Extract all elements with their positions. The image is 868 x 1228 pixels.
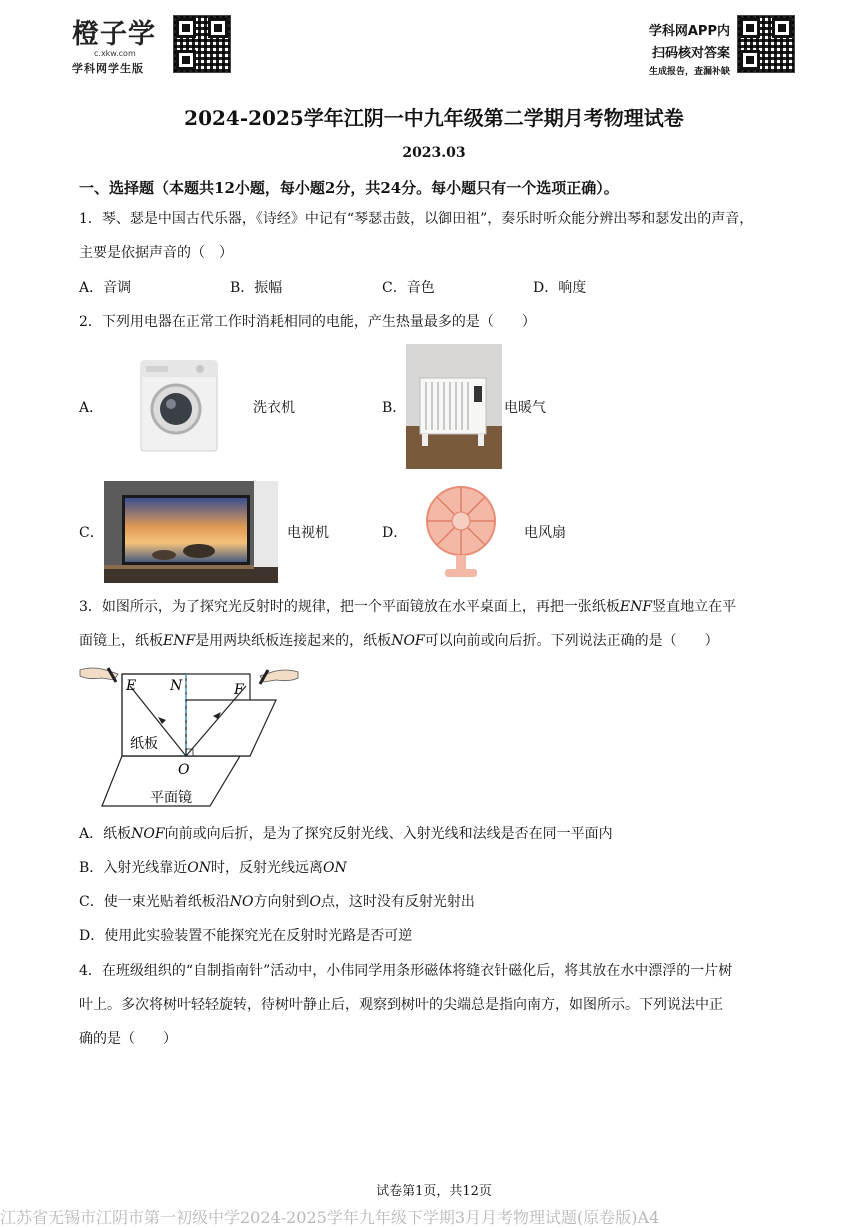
- q4-line3: 确的是（ ）: [79, 1031, 177, 1047]
- q3-option-a-var: NOF: [131, 826, 165, 842]
- label-board: 纸板: [130, 736, 158, 752]
- q2-option-d-label: 电风扇: [524, 525, 566, 541]
- q2-option-c-letter: C．: [79, 525, 104, 541]
- question-3-line1: [79, 597, 736, 617]
- label-n: N: [170, 678, 183, 694]
- source-watermark: 江苏省无锡市江阴市第一初级中学2024-2025学年九年级下学期3月月考物理试题(原卷版)A4: [0, 1208, 660, 1227]
- reflection-diagram: [78, 664, 300, 810]
- label-o: O: [178, 762, 190, 778]
- q3-option-b-text1: B．入射光线靠近: [79, 860, 188, 876]
- q3-line1-var: ENF: [619, 599, 653, 615]
- question-3-line2: [79, 631, 719, 651]
- label-e: E: [126, 678, 137, 694]
- q3-line1-end: 竖直地立在平: [652, 599, 737, 615]
- q3-option-c-text1: C．使一束光贴着纸板沿: [79, 894, 230, 910]
- q3-option-b: [79, 858, 347, 878]
- q3-option-a: [79, 824, 613, 844]
- logo-subtitle: 学科网学生版: [72, 62, 144, 75]
- q3-option-a-text2: 向前或向后折，是为了探究反射光线、入射光线和法线是否在同一平面内: [164, 826, 613, 842]
- q3-option-c-var1: NO: [229, 894, 254, 910]
- section-heading: 一、选择题（本题共12小题，每小题2分，共24分。每小题只有一个选项正确）。: [79, 179, 619, 197]
- app-note-line2: 扫码核对答案: [651, 46, 730, 61]
- app-note-line3: 生成报告，查漏补缺: [648, 67, 730, 77]
- q3-option-b-var2: ON: [323, 860, 347, 876]
- q3-option-b-text2: 时，反射光线远离: [211, 860, 324, 876]
- page-title: 2024-2025学年江阴一中九年级第二学期月考物理试卷: [184, 106, 684, 130]
- page-footer: 试卷第1页，共12页: [376, 1184, 492, 1199]
- q3-option-c-var2: O: [309, 894, 321, 910]
- q3-option-a-text1: A．纸板: [79, 826, 132, 842]
- logo: [72, 12, 172, 76]
- q3-line2a: 面镜上，纸板: [79, 633, 163, 649]
- q3-line2-var1: ENF: [163, 633, 196, 649]
- q2-option-d-letter: D．: [382, 525, 408, 541]
- q3-line2b: 是用两块纸板连接起来的，纸板: [195, 633, 392, 649]
- app-note: [600, 20, 730, 77]
- label-f: F: [234, 682, 244, 698]
- q2-option-a-label: 洗衣机: [253, 400, 295, 416]
- electric-heater-icon: [406, 344, 502, 469]
- q4-line2: 叶上。多次将树叶轻轻旋转，待树叶静止后，观察到树叶的尖端总是指向南方，如图所示。下列说法中正: [79, 997, 723, 1013]
- washing-machine-icon: [138, 357, 220, 455]
- q3-line2-var2: NOF: [391, 633, 425, 649]
- q1-option-b: B．振幅: [230, 280, 283, 296]
- q3-option-c: [79, 892, 475, 912]
- qr-code-left-icon: [173, 15, 231, 73]
- q1-option-d: D．响度: [533, 280, 587, 296]
- question-4-stem: [79, 961, 799, 1049]
- q1-option-c: C．音色: [382, 280, 435, 296]
- logo-url: c.xkw.com: [94, 49, 136, 58]
- television-icon: [104, 481, 278, 583]
- exam-date: 2023.03: [402, 145, 466, 161]
- q2-option-b-label: 电暖气: [504, 400, 546, 416]
- q3-option-b-var1: ON: [187, 860, 212, 876]
- q3-option-d: D．使用此实验装置不能探究光在反射时光路是否可逆: [79, 928, 413, 944]
- app-note-line1: 学科网APP内: [648, 24, 730, 39]
- q3-line2c: 可以向前或向后折。下列说法正确的是（ ）: [424, 633, 719, 649]
- q1-option-a: A．音调: [79, 280, 132, 296]
- q3-option-c-text2: 方向射到: [253, 894, 310, 910]
- question-2-stem: 2．下列用电器在正常工作时消耗相同的电能，产生热量最多的是（ ）: [79, 314, 536, 330]
- q4-line1: 4．在班级组织的“自制指南针”活动中，小伟同学用条形磁体将缝衣针磁化后，将其放在水中漂浮的一片树: [79, 963, 733, 979]
- q1-line1: 1．琴、瑟是中国古代乐器，《诗经》中记有“琴瑟击鼓，以御田祖”，奏乐时听众能分辨出琴和瑟发出的声音，: [79, 211, 754, 227]
- question-1-stem: [79, 209, 799, 263]
- electric-fan-icon: [423, 485, 499, 580]
- q3-option-c-text3: 点，这时没有反射光射出: [320, 894, 475, 910]
- qr-code-right-icon: [737, 15, 795, 73]
- q2-option-c-label: 电视机: [287, 525, 329, 541]
- logo-text: 橙子学: [72, 19, 156, 50]
- q1-line2: 主要是依据声音的（ ）: [79, 245, 233, 261]
- q2-option-a-letter: A．: [79, 400, 104, 416]
- label-mirror: 平面镜: [150, 790, 192, 806]
- q2-option-b-letter: B．: [382, 400, 407, 416]
- q3-line1-text: 3．如图所示，为了探究光反射时的规律，把一个平面镜放在水平桌面上，再把一张纸板: [79, 599, 620, 615]
